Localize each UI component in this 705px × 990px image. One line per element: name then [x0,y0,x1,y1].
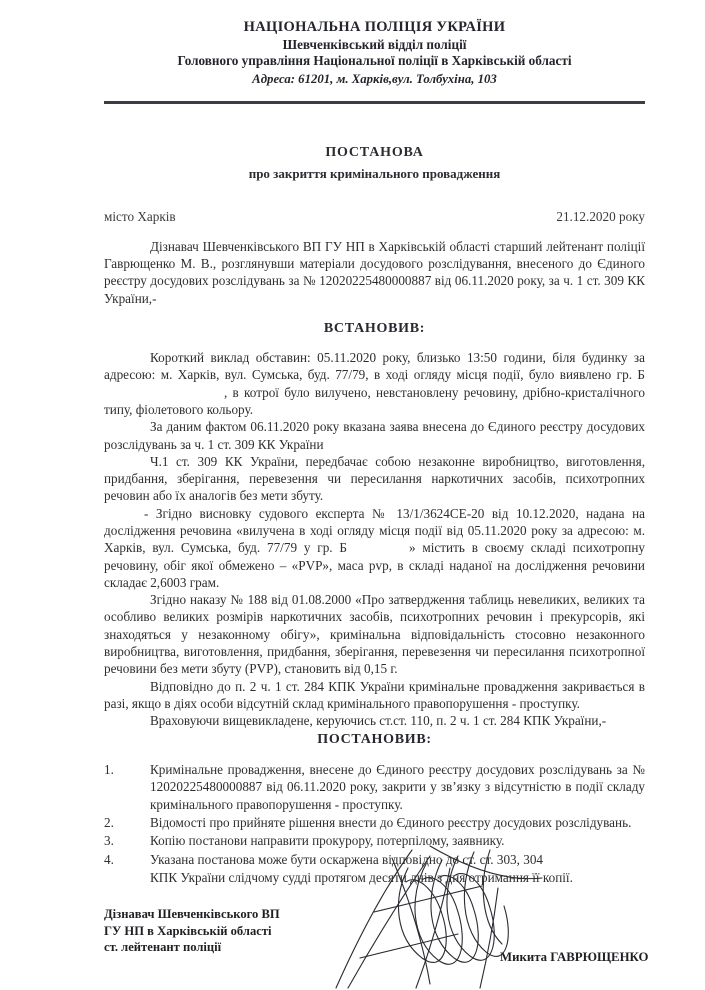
signature-role-line-3: ст. лейтенант поліції [104,940,222,955]
circumstances-text-before-redaction: Короткий виклад обставин: 05.11.2020 року, близько 13:50 години, біля будинку за адресою: м. Харків, вул. Сумська, буд. 77/79, в ході огляду місця події, було виявлено гр. Б [104,350,645,383]
expert-text-after-redaction: » містить в своєму складі психотропну речовину, обіг якої обмежено – «PVP», маса pvp, в складі наданої на дослідження речовини складає 2,6003 грам. [104,540,645,590]
paragraph-considering: Враховуючи вищевикладене, керуючись ст.ст. 110, п. 2 ч. 1 ст. 284 КПК України,- [150,713,607,729]
paragraph-fact-registered: За даним фактом 06.11.2020 року вказана заява внесена до Єдиного реєстру досудових розслідувань за ч. 1 ст. 309 КК України [104,419,645,452]
list-item-number: 4. [104,851,114,867]
letterhead-line-department: Шевченківський відділ поліції [282,36,467,52]
paragraph-article-309: Ч.1 ст. 309 КК України, передбачає собою незаконне виробництво, виготовлення, придбання, зберігання, перевезення чи пересилання наркотичних засобів, психотропних речовин або їх аналогів без мети збуту. [104,453,645,504]
heading-resolved: ПОСТАНОВИВ: [317,732,432,748]
signature-block [104,906,280,956]
letterhead-line-address: Адреса: 61201, м. Харків,вул. Толбухіна, 103 [252,72,497,87]
place-label: місто Харків [104,208,176,224]
list-item [104,832,645,849]
letterhead-line-organization: НАЦІОНАЛЬНА ПОЛІЦІЯ УКРАЇНИ [243,19,506,35]
list-item-continuation: КПК України слідчому судді протягом десяти днів з дня отримання її копії. [150,870,573,886]
document-subtitle: про закриття кримінального провадження [248,165,501,181]
document-body [104,238,645,750]
signature-name: Микита ГАВРЮЩЕНКО [500,950,649,964]
paragraph-expert-conclusion [104,505,645,591]
letterhead-line-directorate: Головного управління Національної поліції в Харківській області [177,53,572,69]
document-title: ПОСТАНОВА [325,144,424,160]
expert-text-before-redaction: - Згідно висновку судового експерта № 13/1/3624СЕ-20 від 10.12.2020, надана на дослідження речовина «вилучена в ході огляду місця події від 05.11.2020 року за адресою: м. Харків, вул. Сумська, буд. 77/79 у гр. Б [104,505,645,556]
list-item-text: Копію постанови направити прокурору, потерпілому, заявнику. [150,833,505,849]
resolutions-list [104,761,645,887]
list-item-number: 1. [104,761,114,777]
paragraph-circumstances [104,349,645,418]
circumstances-text-after-redaction: , в котрої було вилучено, невстановлену речовину, дрібно-кристалічного типу, фіолетового кольору. [104,384,645,417]
list-item-number: 3. [104,833,114,849]
list-item [104,814,645,831]
list-item-text: Кримінальне провадження, внесене до Єдиного реєстру досудових розслідувань за № 12020225480000887 від 06.11.2020 року, закрити у зв’язку з відсутністю в події складу кримінального правопорушення - проступку. [150,761,645,812]
paragraph-intro: Дізнавач Шевченківського ВП ГУ НП в Харківській області старший лейтенант поліції Гаврющенко М. В., розглянувши матеріали досудового розслідування, внесеного до Єдиного реєстру досудових розслідувань за № 12020225480000887 від 06.11.2020 року, за ч. 1 ст. 309 КК України,- [104,238,645,306]
document-content [104,18,645,887]
list-item-number: 2. [104,814,114,830]
paragraph-kpk-284: Відповідно до п. 2 ч. 1 ст. 284 КПК України кримінальне провадження закривається в разі, якщо в діях особи відсутній склад кримінального правопорушення - проступку. [104,678,645,711]
heading-established: ВСТАНОВИВ: [323,320,426,336]
signature-role-line-1: Дізнавач Шевченківського ВП [104,907,280,921]
list-item [104,761,645,813]
date-label: 21.12.2020 року [556,208,645,224]
header-divider [104,101,645,104]
paragraph-order-188: Згідно наказу № 188 від 01.08.2000 «Про затвердження таблиць невеликих, великих та особливо великих розмірів наркотичних засобів, психотропних речовин і прекурсорів, які знаходяться у незаконному обігу», кримінальна відповідальність стосовно незаконного виробництва, виготовлення, придбання, зберігання, перевезення чи пересилання психотропної речовини без мети збуту (PVP), становить від 0,15 г. [104,592,645,677]
place-date-row [104,209,645,225]
list-item-text: Указана постанова може бути оскаржена відповідно до ст. ст. 303, 304 [150,851,544,867]
list-item [104,851,645,868]
list-item-text: Відомості про прийняте рішення внести до Єдиного реєстру досудових розслідувань. [150,814,632,830]
letterhead [104,18,645,88]
signature-role-line-2: ГУ НП в Харківській області [104,923,272,938]
